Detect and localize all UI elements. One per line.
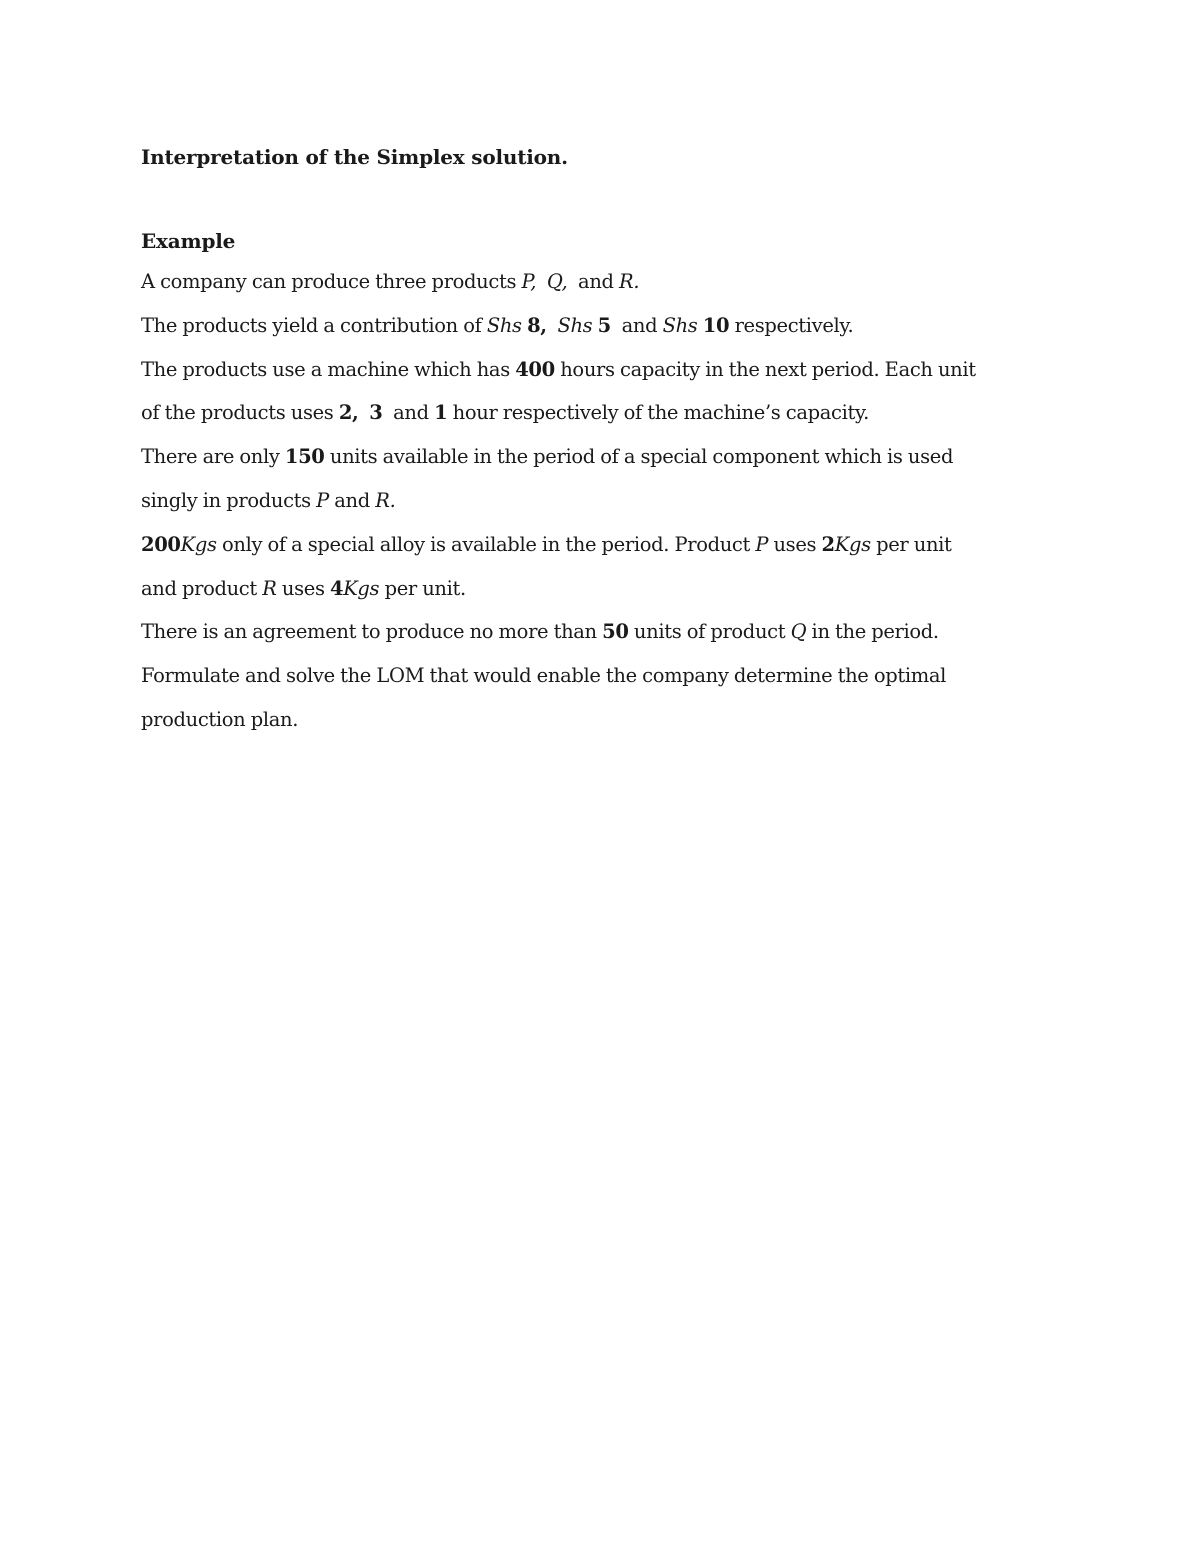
text-line — [141, 304, 1061, 348]
text-segment: per unit. — [379, 576, 466, 600]
math-symbol: R — [262, 576, 277, 600]
text-segment: units available in the period of a special component which is used — [324, 445, 954, 469]
text-segment — [358, 401, 369, 424]
text-segment: There are only — [141, 445, 285, 469]
math-symbol: Kgs — [180, 532, 217, 556]
bold-number: 2, — [338, 401, 359, 425]
math-symbol: P — [316, 488, 329, 512]
text-segment: The products use a machine which has — [141, 357, 516, 381]
math-symbol: P — [755, 532, 769, 556]
text-segment: and — [610, 313, 663, 337]
text-line — [141, 479, 1061, 523]
text-segment: singly in products — [141, 488, 317, 512]
text-segment: and product — [141, 576, 263, 600]
text-segment: There is an agreement to produce no more than — [141, 620, 603, 644]
text-segment: A company can produce three products — [141, 270, 522, 293]
bold-number: 400 — [515, 357, 555, 381]
text-segment: uses — [768, 532, 822, 556]
math-symbol: Kgs — [834, 532, 871, 556]
math-symbol: Kgs — [343, 576, 380, 600]
text-segment: of the products uses — [141, 401, 339, 425]
text-segment: and — [328, 488, 376, 512]
text-segment: The products yield a contribution of — [141, 313, 487, 337]
text-line — [141, 435, 1061, 479]
text-segment: and — [567, 270, 620, 293]
text-segment: in the period. — [806, 620, 939, 644]
text-line — [141, 654, 1061, 698]
text-line — [141, 348, 1061, 392]
math-symbol: Shs — [662, 313, 698, 337]
bold-number: 8, — [527, 313, 547, 337]
bold-number: 50 — [602, 620, 629, 644]
document-page — [141, 138, 1061, 742]
text-segment — [536, 270, 547, 293]
bold-number: 150 — [284, 445, 325, 469]
math-symbol: R. — [375, 488, 396, 512]
text-segment: respectively. — [729, 313, 854, 337]
text-segment — [547, 314, 558, 337]
text-segment: uses — [276, 576, 330, 600]
bold-number: 200 — [141, 532, 181, 556]
math-symbol: Shs — [557, 313, 593, 337]
text-line — [141, 391, 1061, 435]
text-line — [141, 567, 1061, 611]
text-segment: and — [382, 401, 435, 425]
text-line — [141, 260, 1061, 304]
math-symbol: R. — [619, 270, 640, 293]
text-segment: production plan. — [141, 707, 299, 731]
math-symbol: P, — [521, 270, 537, 293]
bold-number: 5 — [597, 313, 611, 337]
text-line — [141, 523, 1061, 567]
document-title: Interpretation of the Simplex solution. — [141, 145, 568, 169]
bold-number: 10 — [702, 313, 730, 337]
text-segment: units of product — [628, 620, 791, 644]
bold-number: 1 — [434, 401, 448, 425]
text-segment: hours capacity in the next period. Each unit — [554, 357, 976, 381]
bold-number: 4 — [329, 576, 344, 600]
math-symbol: Q, — [546, 270, 568, 293]
example-body — [141, 260, 1061, 742]
text-line — [141, 698, 1061, 742]
text-segment: only of a special alloy is available in the period. Product — [216, 532, 756, 556]
bold-number: 2 — [821, 532, 835, 556]
text-segment: Formulate and solve the LOM that would enable the company determine the optimal — [141, 664, 947, 688]
bold-number: 3 — [369, 401, 383, 425]
text-segment: hour respectively of the machine’s capacity. — [447, 401, 869, 425]
text-line — [141, 610, 1061, 654]
section-heading-example: Example — [141, 229, 236, 253]
text-segment: per unit — [870, 532, 952, 556]
math-symbol: Shs — [486, 313, 522, 337]
math-symbol: Q — [790, 620, 807, 644]
